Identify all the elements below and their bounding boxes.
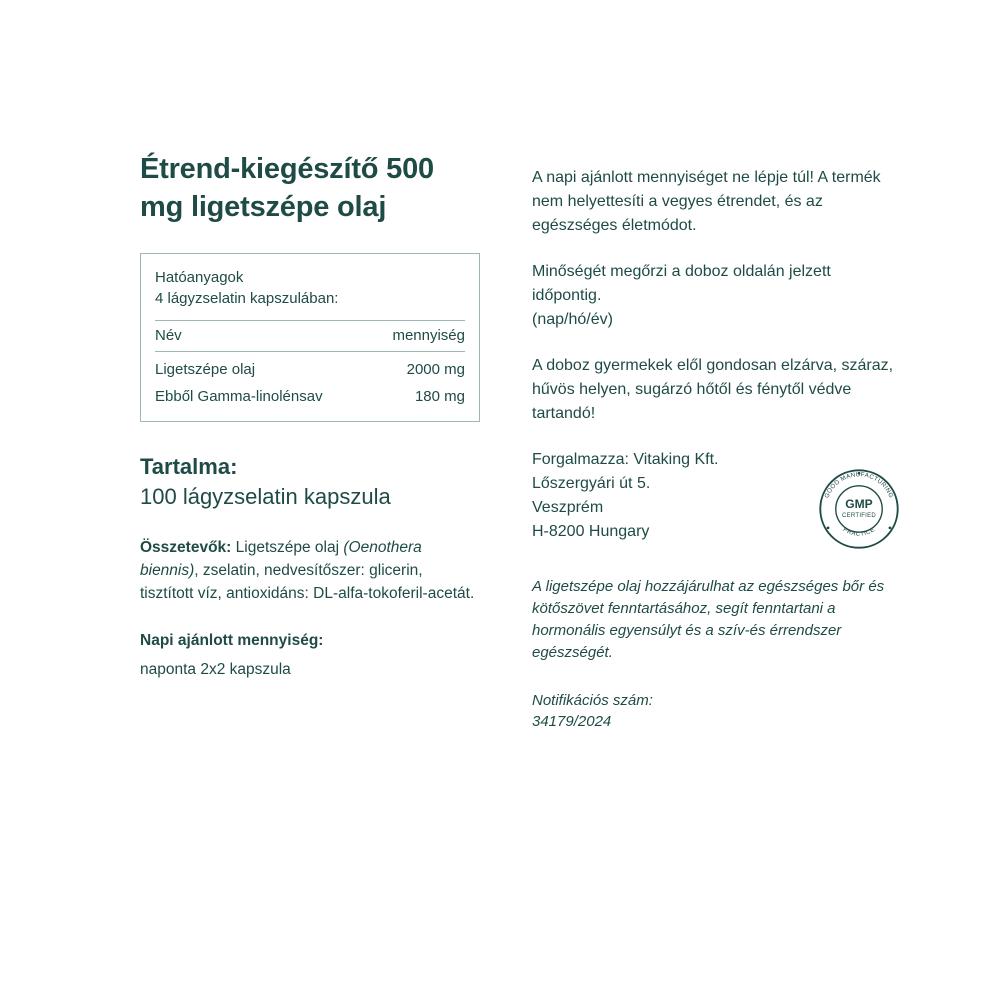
- distributor-line2: Lőszergyári út 5.: [532, 475, 651, 492]
- dosage-value: naponta 2x2 kapszula: [140, 661, 291, 679]
- column-header-name: Név: [155, 321, 371, 352]
- ingredients-text-part1: Ligetszépe olaj: [231, 539, 344, 557]
- table-row: [155, 382, 465, 409]
- dosage-label: [140, 630, 480, 653]
- warning-storage: A doboz gyermekek elől gondosan elzárva, száraz, hűvös helyen, sugárzó hőtől és fénytől védve tartandó!: [532, 357, 894, 422]
- ingredients-latin-name: (Oenothera biennis): [140, 539, 422, 580]
- supplement-facts-table-body: [155, 352, 465, 410]
- notification-label: Notifikációs szám:: [532, 691, 653, 709]
- supplement-facts-heading-line1: Hatóanyagok: [155, 268, 244, 286]
- supplement-facts-heading: [155, 267, 465, 311]
- ingredients-label: Összetevők:: [140, 539, 232, 557]
- best-before-line2: (nap/hó/év): [532, 311, 613, 328]
- notification-value: 34179/2024: [532, 713, 612, 731]
- health-claim: A ligetszépe olaj hozzájárulhat az egészséges bőr és kötőszövet fenntartásához, segít fenntartani a hormonális egyensúlyt és a szív-és érrendszer egészségét.: [532, 578, 885, 661]
- contents-heading: Tartalma:: [140, 454, 238, 480]
- supplement-facts-box: [140, 253, 480, 423]
- svg-text:CERTIFIED: CERTIFIED: [842, 513, 876, 520]
- product-title: Étrend-kiegészítő 500 mg ligetszépe olaj: [140, 153, 434, 224]
- supplement-facts-table-head: [155, 321, 465, 352]
- svg-text:GOOD MANUFACTURING: GOOD MANUFACTURING: [823, 471, 895, 500]
- distributor-address: [532, 448, 798, 544]
- label-columns: [140, 150, 895, 733]
- svg-text:PRACTICE: PRACTICE: [841, 526, 877, 538]
- ingredients-paragraph: [140, 537, 480, 606]
- ingredient-amount: 180 mg: [414, 388, 465, 406]
- left-column: [140, 150, 480, 706]
- notification-number: [532, 690, 902, 734]
- svg-text:GMP: GMP: [845, 497, 873, 512]
- supplement-facts-heading-line2: 4 lágyzselatin kapszulában:: [155, 290, 339, 308]
- right-column: [532, 150, 902, 733]
- ingredient-name: Ebből Gamma-linolénsav: [155, 388, 323, 406]
- best-before-line1: Minőségét megőrzi a doboz oldalán jelzett időpontig.: [532, 263, 831, 304]
- dosage-label-text: Napi ajánlott mennyiség:: [140, 632, 324, 650]
- distributor-line4: H-8200 Hungary: [532, 523, 650, 540]
- distributor-line1: Forgalmazza: Vitaking Kft.: [532, 451, 719, 468]
- table-row: [155, 352, 465, 383]
- ingredient-amount: 2000 mg: [406, 361, 465, 379]
- warning-best-before: [532, 260, 902, 332]
- column-header-amount: mennyiség: [371, 321, 465, 352]
- distributor-block: [532, 448, 902, 552]
- warning-daily-limit: A napi ajánlott mennyiséget ne lépje túl! A termék nem helyettesíti a vegyes étrendet, és az egészséges életmódot.: [532, 169, 881, 234]
- gmp-certified-seal-icon: [816, 466, 902, 552]
- supplement-facts-table: [155, 320, 465, 409]
- table-header-row: [155, 321, 465, 352]
- ingredient-name: Ligetszépe olaj: [155, 361, 256, 379]
- distributor-line3: Veszprém: [532, 499, 604, 516]
- contents-value: 100 lágyzselatin kapszula: [140, 483, 391, 509]
- ingredients-text-part2: , zselatin, nedvesítőszer: glicerin, tisztított víz, antioxidáns: DL-alfa-tokoferil-acetát.: [140, 562, 475, 603]
